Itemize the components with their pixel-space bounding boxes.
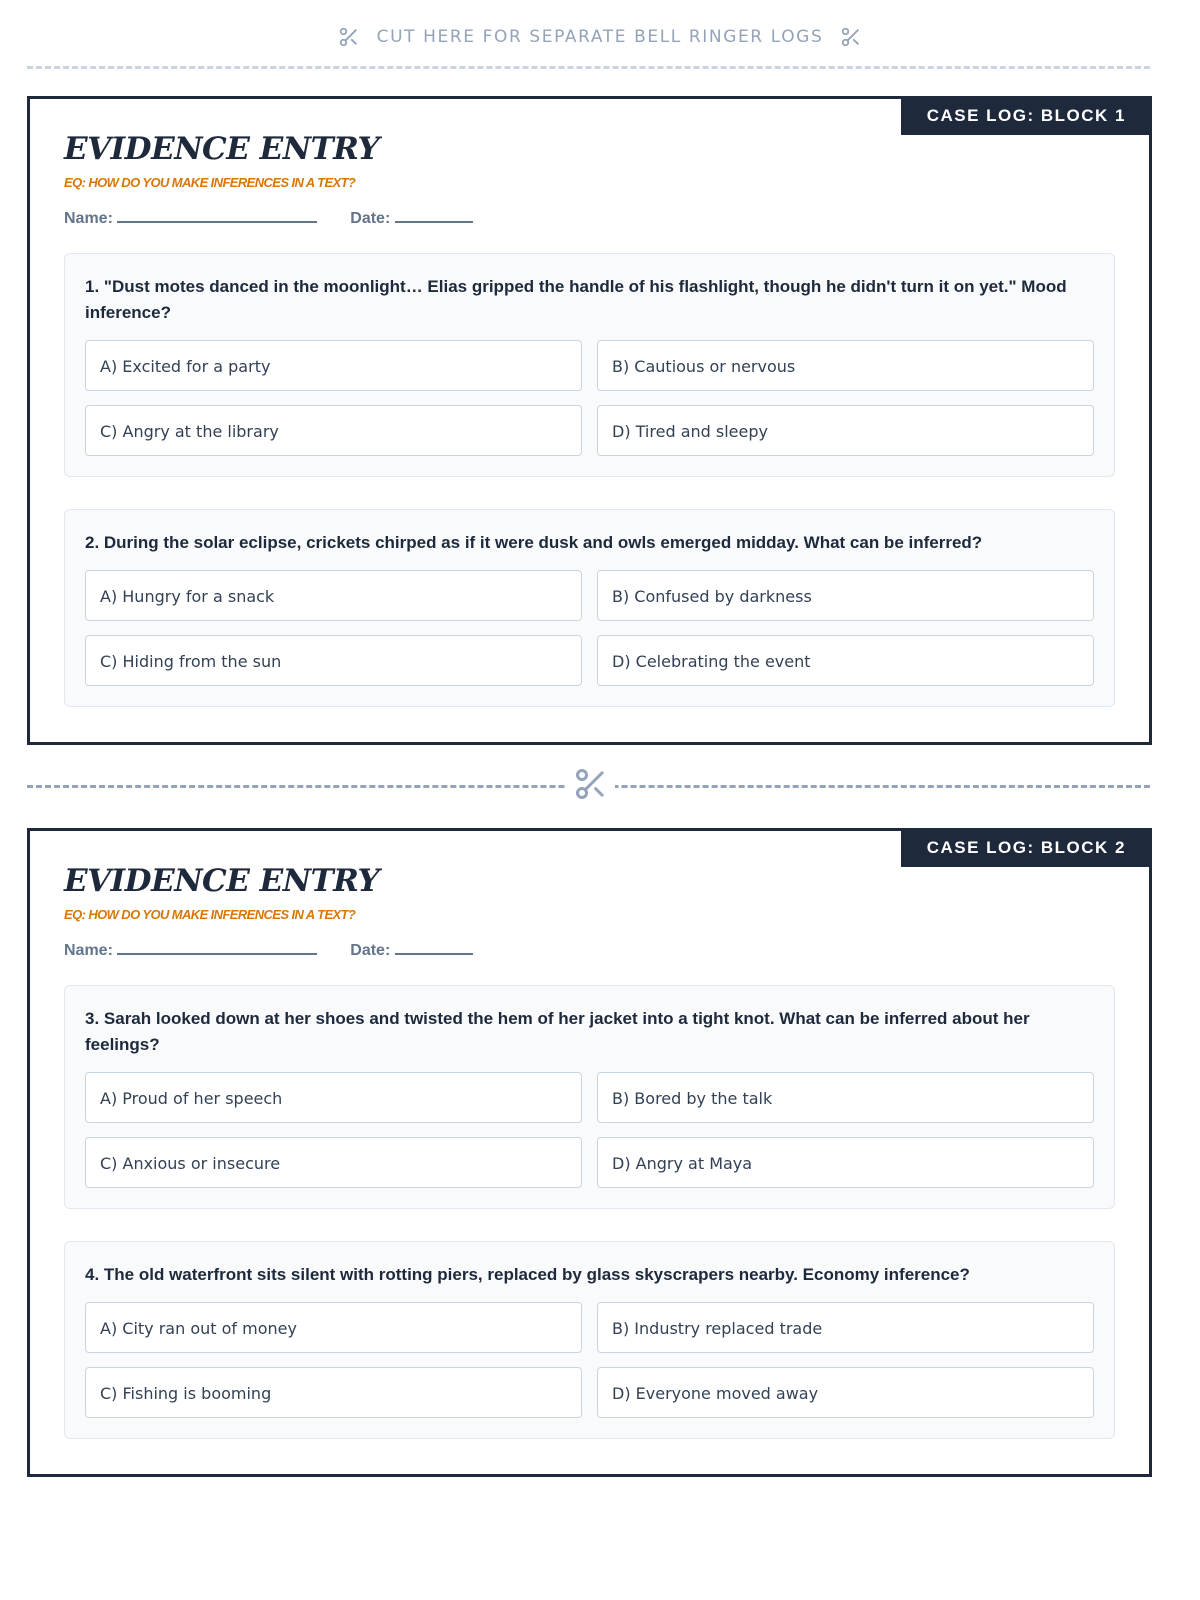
answer-option[interactable]: B) Confused by darkness	[597, 570, 1094, 621]
answer-option[interactable]: B) Cautious or nervous	[597, 340, 1094, 391]
answer-option[interactable]: A) Hungry for a snack	[85, 570, 582, 621]
answer-option[interactable]: D) Celebrating the event	[597, 635, 1094, 686]
date-blank	[395, 941, 473, 955]
answer-option[interactable]: A) Excited for a party	[85, 340, 582, 391]
answer-option[interactable]: C) Fishing is booming	[85, 1367, 582, 1418]
scissors-icon	[840, 26, 862, 48]
answer-option[interactable]: A) Proud of her speech	[85, 1072, 582, 1123]
question-card	[64, 985, 1115, 1209]
date-label: Date:	[350, 942, 391, 959]
answer-option[interactable]: D) Angry at Maya	[597, 1137, 1094, 1188]
answer-option[interactable]: D) Tired and sleepy	[597, 405, 1094, 456]
name-label: Name:	[64, 942, 113, 959]
cut-instruction	[0, 26, 1200, 48]
cut-label: CUT HERE FOR SEPARATE BELL RINGER LOGS	[376, 27, 824, 47]
question-text: 4. The old waterfront sits silent with rotting piers, replaced by glass skyscrapers nearby. Economy inference?	[85, 1265, 970, 1284]
question-text: 1. "Dust motes danced in the moonlight… Elias gripped the handle of his flashlight, though he didn't turn it on yet." Mood inference?	[85, 277, 1067, 322]
name-date-row	[64, 941, 473, 960]
case-log-block-1	[27, 96, 1152, 745]
question-text: 3. Sarah looked down at her shoes and twisted the hem of her jacket into a tight knot. What can be inferred about her feelings?	[85, 1009, 1030, 1054]
name-blank	[117, 209, 317, 223]
question-card	[64, 1241, 1115, 1439]
name-blank	[117, 941, 317, 955]
scissors-icon	[338, 26, 360, 48]
block-tag: CASE LOG: BLOCK 1	[901, 96, 1152, 135]
question-card	[64, 509, 1115, 707]
answer-option[interactable]: C) Angry at the library	[85, 405, 582, 456]
date-label: Date:	[350, 210, 391, 227]
answer-option[interactable]: C) Hiding from the sun	[85, 635, 582, 686]
essential-question: EQ: HOW DO YOU MAKE INFERENCES IN A TEXT?	[64, 175, 356, 190]
question-text: 2. During the solar eclipse, crickets chirped as if it were dusk and owls emerged midday. What can be inferred?	[85, 533, 983, 552]
answer-option[interactable]: C) Anxious or insecure	[85, 1137, 582, 1188]
case-log-block-2	[27, 828, 1152, 1477]
answer-option[interactable]: B) Industry replaced trade	[597, 1302, 1094, 1353]
name-date-row	[64, 209, 473, 228]
block-tag: CASE LOG: BLOCK 2	[901, 828, 1152, 867]
scissors-icon	[567, 766, 615, 807]
entry-title: EVIDENCE ENTRY	[64, 131, 380, 167]
cut-line	[27, 66, 1150, 69]
question-card	[64, 253, 1115, 477]
name-label: Name:	[64, 210, 113, 227]
answer-option[interactable]: B) Bored by the talk	[597, 1072, 1094, 1123]
date-blank	[395, 209, 473, 223]
entry-title: EVIDENCE ENTRY	[64, 863, 380, 899]
answer-option[interactable]: A) City ran out of money	[85, 1302, 582, 1353]
essential-question: EQ: HOW DO YOU MAKE INFERENCES IN A TEXT?	[64, 907, 356, 922]
answer-option[interactable]: D) Everyone moved away	[597, 1367, 1094, 1418]
